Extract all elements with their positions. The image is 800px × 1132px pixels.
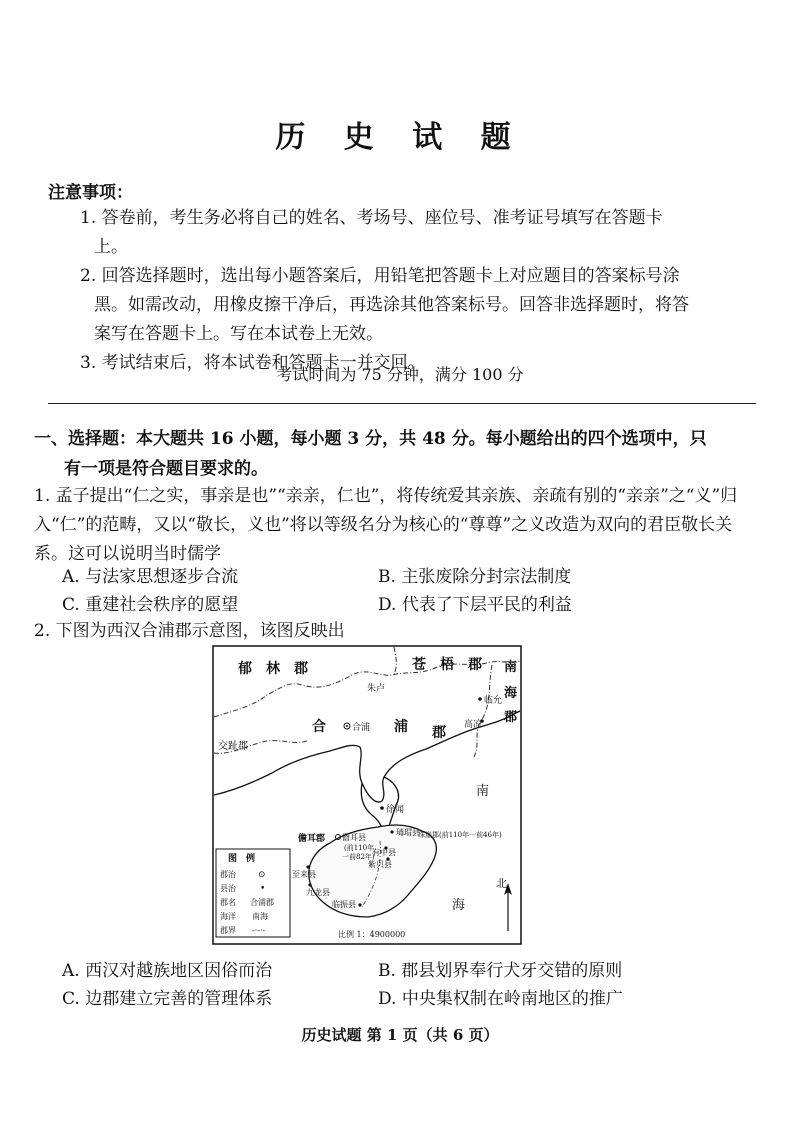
label-yulin: 郁 林 郡 [238,661,308,677]
county-dot-linyun [478,697,482,701]
page-title: 历 史 试 题 [275,120,525,155]
legend-title: 图 例 [228,854,256,864]
q1-option-c: C. 重建社会秩序的愿望 [62,595,239,615]
hepu-map [212,645,522,945]
county-dot-jiulong [308,883,311,886]
label-daner-date-2: 一前82年) [342,853,375,861]
question-1-options-row1 [62,562,762,590]
question-1-stem: 1. 孟子提出“仁之实，事亲是也”“亲亲，仁也”，将传统爱其亲族、亲疏有别的“亲亲”之“义”归入“仁”的范畴，又以“敬长，义也”将以等级名分为核心的“尊尊”之义改造为双向的君臣敬长关系。这可以说明当时儒学 [34,486,738,564]
q2-option-c: C. 边郡建立完善的管理体系 [62,989,273,1009]
q1-option-d: D. 代表了下层平民的利益 [378,595,572,615]
legend-label-haiyang: 海洋 [220,912,236,921]
label-xuwen: 徐闻 [386,805,405,815]
legend-sym-junjie: -·-·- [252,926,266,935]
notice-item-2: 2. 回答选择题时，选出每小题答案后，用铅笔把答题卡上对应题目的答案标号涂黑。如需改动，用橡皮擦干净后，再选涂其他答案标号。回答非选择题时，将答案写在答题卡上。写在本试卷上无效。 [80,266,689,344]
label-gaoliang: 高凉 [464,720,483,730]
label-danerxian: 儋耳县 [342,833,366,842]
question-1-options-row2 [62,590,762,618]
q1-option-b: B. 主张废除分封宗法制度 [378,567,572,587]
county-dot-linzhen [358,903,361,906]
legend-sym-junming: 合浦郡 [250,898,274,907]
label-cangwu: 苍 梧 郡 [412,657,482,673]
label-danerjun: 儋耳郡 [298,834,326,844]
question-2-options-row1 [62,956,762,984]
label-linyun: 临允 [484,696,503,706]
notice-item-3: 3. 考试结束后，将本试卷和答题卡一并交回。 [80,353,425,373]
label-nanhai-jun-3: 郡 [504,710,518,725]
question-2-stem: 2. 下图为西汉合浦郡示意图，该图反映出 [34,621,345,641]
notice-item-1: 1. 答卷前，考生务必将自己的姓名、考场号、座位号、准考证号填写在答题卡上。 [80,208,663,257]
legend-label-junjie: 郡界 [220,926,236,935]
legend-sym-jun: ⊙ [258,870,266,880]
legend-sym-xian: • [260,884,266,894]
label-nan-sea: 南 [476,784,490,799]
question-2-options-row2 [62,984,762,1012]
county-dot-zhuya-seat [390,830,393,833]
legend-sym-haiyang: 南海 [252,912,268,921]
label-hepu-jun: 郡 [432,725,446,741]
legend-label-junming: 郡名 [220,898,236,907]
page-footer: 历史试题 第 1 页（共 6 页） [301,1026,499,1044]
hepu-map-svg [212,645,522,945]
label-zhilai: 至来县 [292,870,316,879]
label-nanhai-jun-1: 南 [504,660,518,675]
label-zhuyajun: 珠崖郡(前110年一前46年) [418,831,502,839]
divider-line [48,403,756,404]
label-jiulong: 九龙县 [306,888,330,897]
label-ziju: 紫贝县 [368,860,392,869]
label-zhuyaxian: 瑇瑁县 [396,828,420,837]
q2-option-d: D. 中央集权制在岭南地区的推广 [378,989,623,1009]
section-heading [34,424,764,484]
q2-option-b: B. 郡县划界奉行犬牙交错的原则 [378,961,623,981]
north-label: 北 [496,877,507,890]
q2-option-a: A. 西汉对越族地区因俗而治 [62,961,273,981]
county-dot-xuwen [380,806,384,810]
q1-option-a: A. 与法家思想逐步合流 [62,567,239,587]
label-hepu-he: 合 [312,719,326,735]
label-nanhai-jun-2: 海 [504,686,518,701]
label-daner-date-1: (前110年 [344,844,375,852]
exam-time-info: 考试时间为 75 分钟，满分 100 分 [276,365,524,384]
map-scale: 比例 1：4900000 [338,930,406,939]
county-dot-zhilai [306,865,309,868]
label-youzhong: 有中县 [372,848,396,857]
section-heading-line2: 有一项是符合题目要求的。 [64,459,268,479]
legend-label-jun: 郡治 [220,870,236,879]
legend-label-xian: 县治 [220,884,236,893]
label-hepu-pu: 浦 [394,719,408,735]
section-heading-line1: 一、选择题：本大题共 16 小题，每小题 3 分，共 48 分。每小题给出的四个选项中，只 [34,429,707,449]
label-linzhen: 临振县 [332,900,356,909]
label-hai-sea: 海 [452,898,466,913]
label-hepu-seat: 合浦 [352,723,371,733]
label-jiaozhi: 交趾郡 [218,741,248,752]
notice-heading: 注意事项： [48,183,133,203]
label-zhulu: 朱卢 [367,684,386,694]
notice-list [50,204,690,378]
